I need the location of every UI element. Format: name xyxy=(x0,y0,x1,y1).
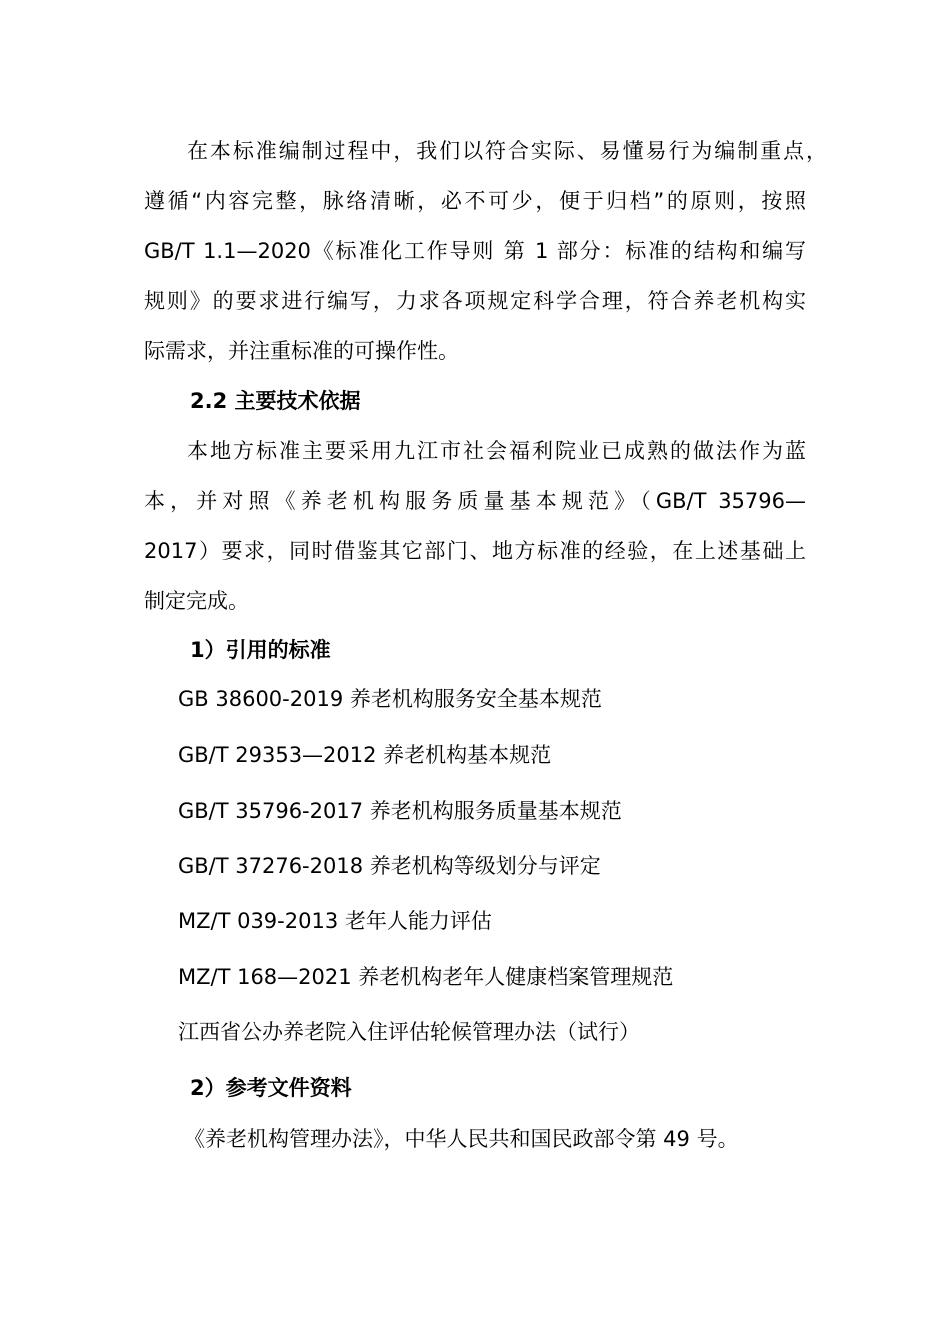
paragraph-line: 规则》的要求进行编写，力求各项规定科学合理，符合养老机构实 xyxy=(144,289,806,313)
section-heading: 2.2 主要技术依据 xyxy=(190,389,361,413)
standard-item: GB/T 35796-2017 养老机构服务质量基本规范 xyxy=(178,799,622,823)
subsection-heading: 2）参考文件资料 xyxy=(190,1076,352,1100)
standard-item: GB/T 29353—2012 养老机构基本规范 xyxy=(178,743,552,767)
standard-item: GB 38600-2019 养老机构服务安全基本规范 xyxy=(178,687,602,711)
standard-item: 江西省公办养老院入住评估轮候管理办法（试行） xyxy=(178,1020,640,1044)
paragraph-line: 本地方标准主要采用九江市社会福利院业已成熟的做法作为蓝 xyxy=(187,439,806,463)
paragraph-line: 制定完成。 xyxy=(144,589,249,613)
subsection-heading: 1）引用的标准 xyxy=(190,638,331,662)
reference-doc-item: 《养老机构管理办法》，中华人民共和国民政部令第 49 号。 xyxy=(184,1127,739,1151)
standard-item: MZ/T 039-2013 老年人能力评估 xyxy=(178,909,492,933)
paragraph-line: 在本标准编制过程中，我们以符合实际、易懂易行为编制重点， xyxy=(187,139,827,163)
paragraph-line: 际需求，并注重标准的可操作性。 xyxy=(144,339,459,363)
standard-item: GB/T 37276-2018 养老机构等级划分与评定 xyxy=(178,854,601,878)
paragraph-line: GB/T 1.1—2020《标准化工作导则 第 1 部分：标准的结构和编写 xyxy=(144,239,806,263)
paragraph-line: 本，并对照《养老机构服务质量基本规范》（GB/T 35796— xyxy=(144,489,806,513)
standard-item: MZ/T 168—2021 养老机构老年人健康档案管理规范 xyxy=(178,965,674,989)
paragraph-line: 2017）要求，同时借鉴其它部门、地方标准的经验，在上述基础上 xyxy=(144,539,806,563)
paragraph-line: 遵循“内容完整，脉络清晰，必不可少，便于归档”的原则，按照 xyxy=(144,189,806,213)
